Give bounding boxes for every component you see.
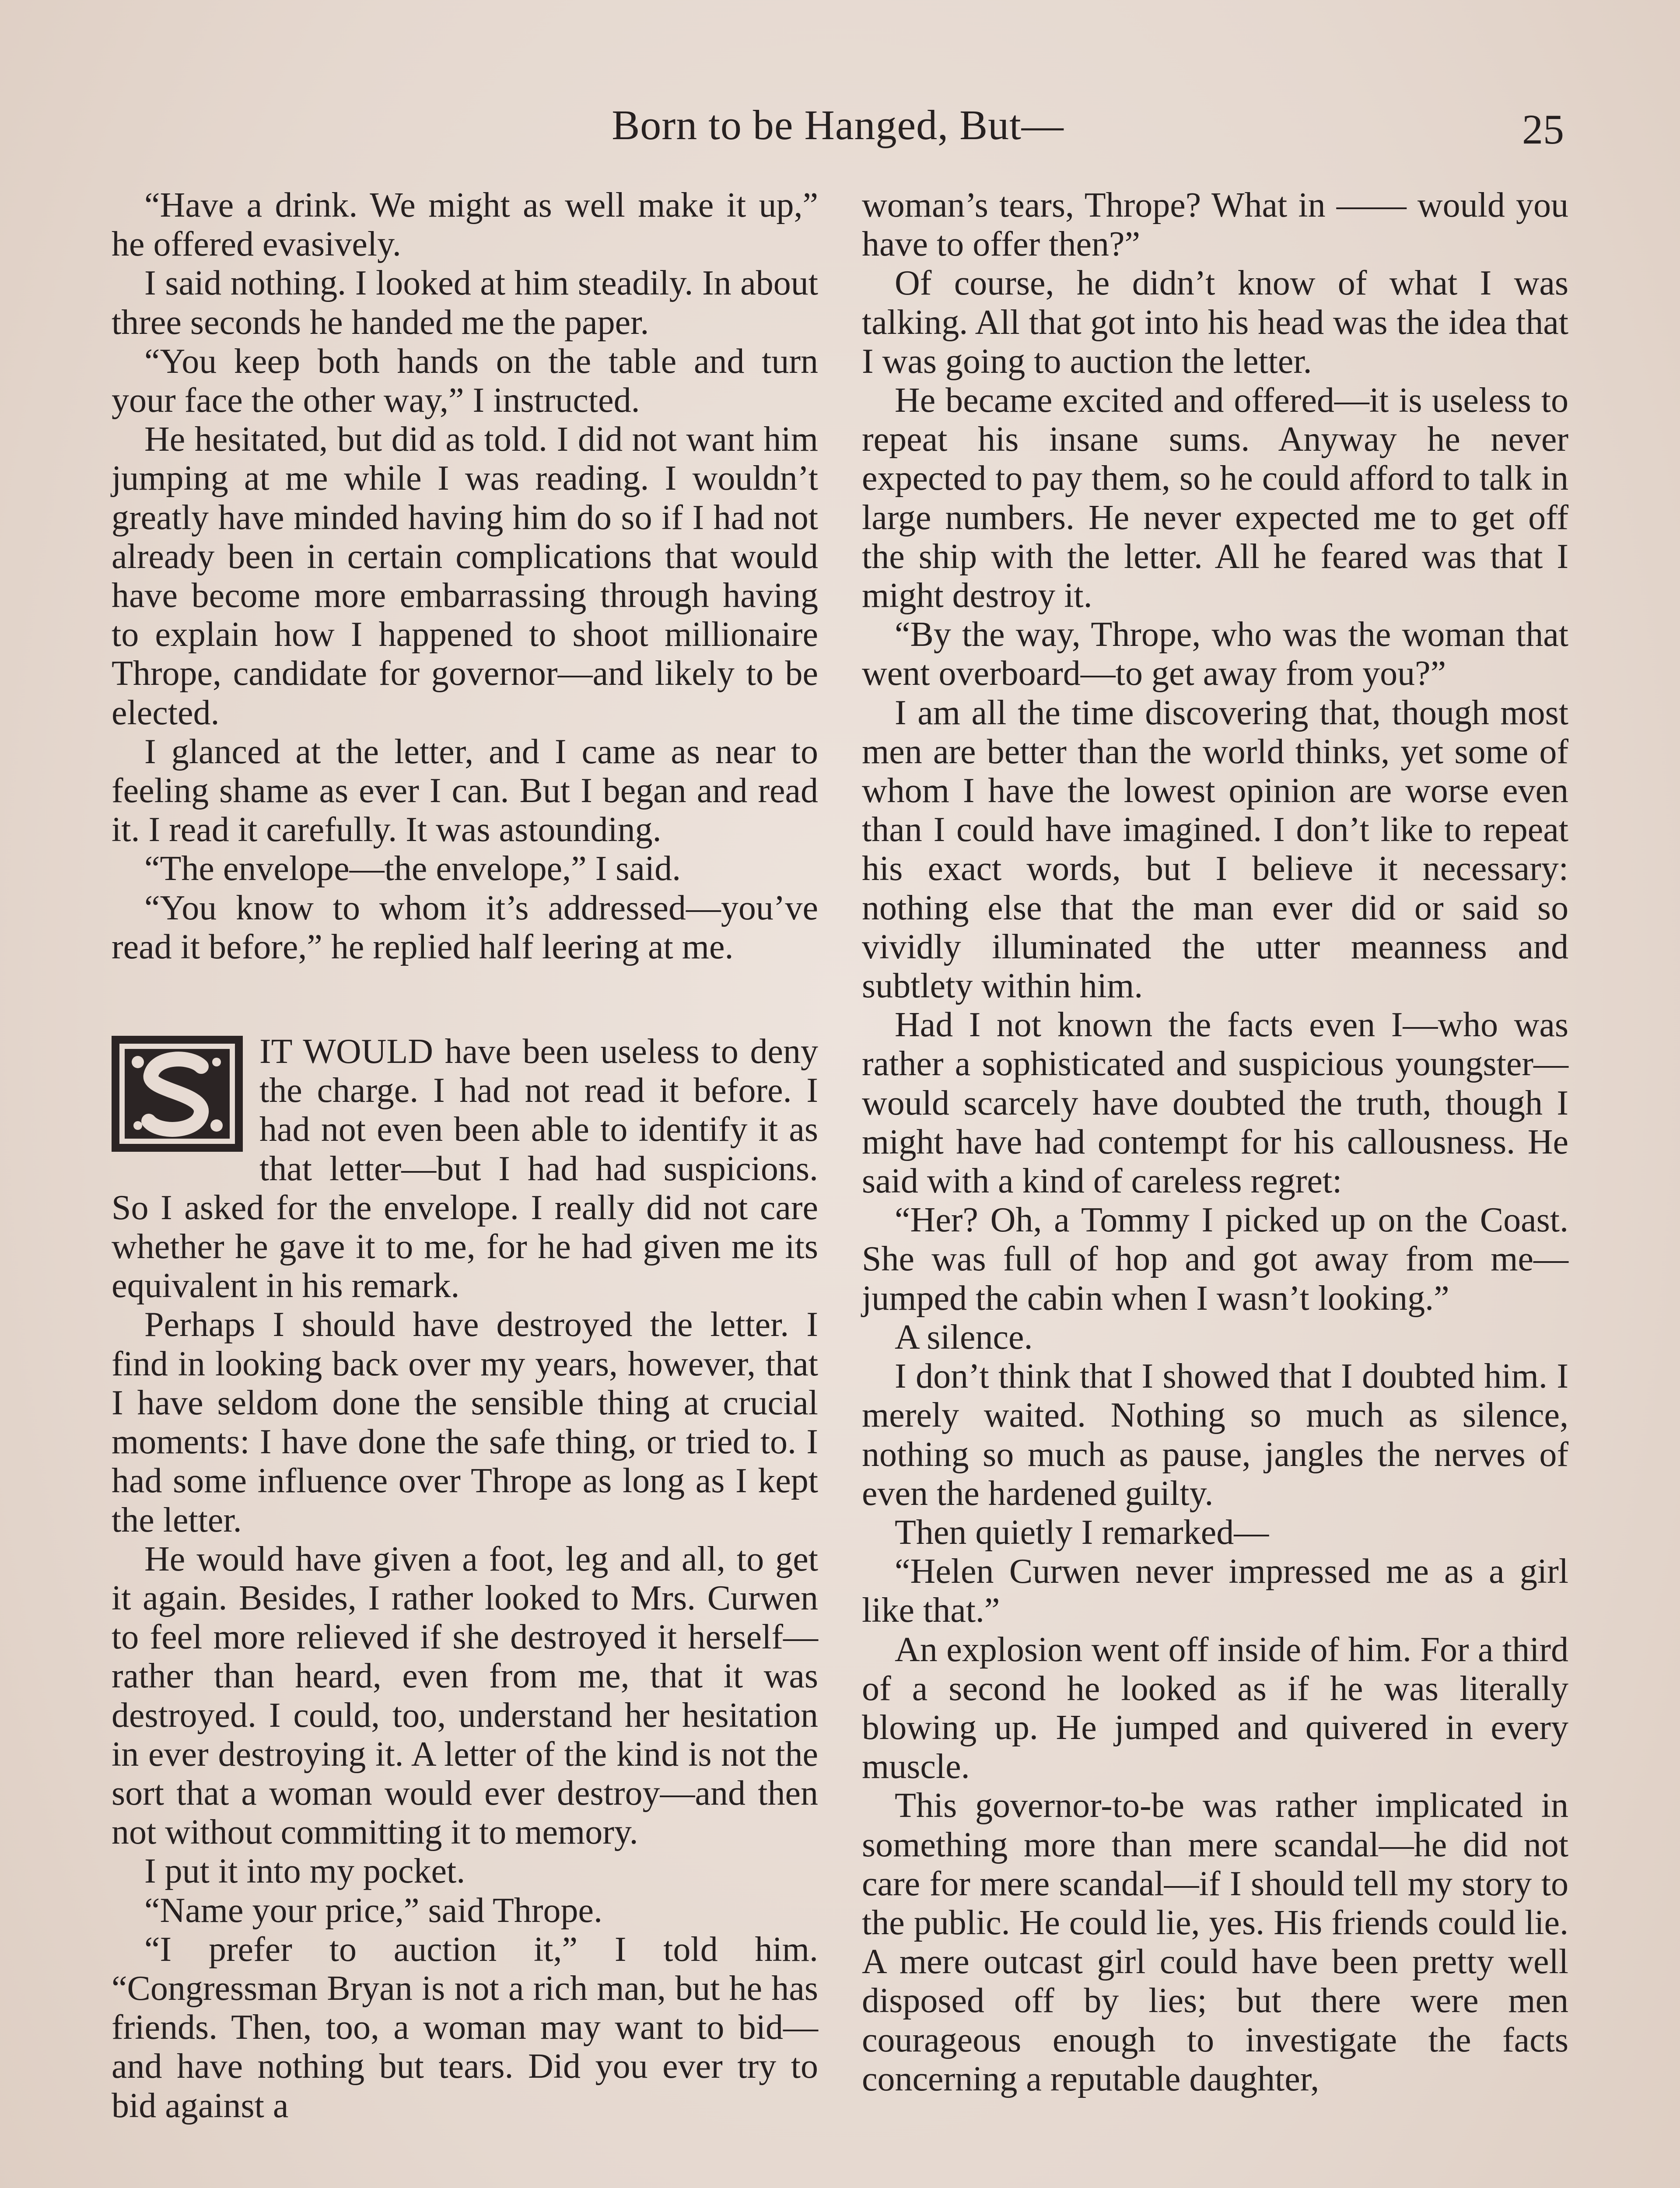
paragraph: “Her? Oh, a Tommy I picked up on the Coast. She was full of hop and got away from me—jumped the cabin when I wasn’t looking.” <box>862 1201 1568 1318</box>
paragraph: I am all the time discovering that, though most men are better than the world thinks, yet some of whom I have the lowest opinion are worse even than I could have imagined. I don’t like to repeat his exact words, but I believe it necessary: nothing else that the man ever did or said so vividly illuminated the utter meanness and subtlety within him. <box>862 693 1568 1006</box>
page-number: 25 <box>1522 106 1564 153</box>
paragraph: An explosion went off inside of him. For a third of a second he looked as if he was literally blowing up. He jumped and quivered in every muscle. <box>862 1630 1568 1786</box>
paragraph: He would have given a foot, leg and all, to get it again. Besides, I rather looked to Mrs. Curwen to feel more relieved if she destroyed it herself—rather than heard, even from me, that it was destroyed. I could, too, understand her hesitation in ever destroying it. A letter of the kind is not the sort that a woman would ever destroy—and then not without committing it to memory. <box>112 1539 818 1852</box>
paragraph: “Helen Curwen never impressed me as a girl like that.” <box>862 1552 1568 1630</box>
paragraph: I said nothing. I looked at him steadily. In about three seconds he handed me the paper. <box>112 264 818 342</box>
paragraph: “By the way, Thrope, who was the woman that went overboard—to get away from you?” <box>862 615 1568 693</box>
paragraph: This governor-to-be was rather implicated in something more than mere scandal—he did not care for mere scandal—if I should tell my story to the public. He could lie, yes. His friends could lie. A mere outcast girl could have been pretty well disposed off by lies; but there were men courageous enough to investigate the facts concerning a reputable daughter, <box>862 1786 1568 2098</box>
paragraph: “You know to whom it’s addressed—you’ve read it before,” he replied half leering at me. <box>112 888 818 966</box>
drop-cap-s-icon <box>112 1036 243 1152</box>
paragraph: Perhaps I should have destroyed the letter. I find in looking back over my years, however, that I have seldom done the sensible thing at crucial moments: I have done the safe thing, or tried to. I had some influence over Thrope as long as I kept the letter. <box>112 1305 818 1539</box>
paragraph: I don’t think that I showed that I doubted him. I merely waited. Nothing so much as silence, nothing so much as pause, jangles the nerves of even the hardened guilty. <box>862 1357 1568 1513</box>
paragraph: “Have a drink. We might as well make it up,” he offered evasively. <box>112 186 818 264</box>
section-opening-paragraph: IT WOULD have been useless to deny the charge. I had not read it before. I had not even been able to identify it as that letter—but I had had suspicions. So I asked for the envelope. I really did not care whether he gave it to me, for he had given me its equivalent in his remark. <box>112 1032 818 1305</box>
left-column <box>112 186 818 2188</box>
paragraph: “The envelope—the envelope,” I said. <box>144 849 681 888</box>
paragraph: He became excited and offered—it is useless to repeat his insane sums. Anyway he never expected to pay them, so he could afford to talk in large numbers. He never expected me to get off the ship with the letter. All he feared was that I might destroy it. <box>862 381 1568 615</box>
paragraph: I glanced at the letter, and I came as near to feeling shame as ever I can. But I began and read it. I read it carefully. It was astounding. <box>112 732 818 849</box>
drop-cap-ornament <box>112 1036 243 1152</box>
paragraph: He hesitated, but did as told. I did not want him jumping at me while I was reading. I wouldn’t greatly have minded having him do so if I had not already been in certain complications that would have become more embarrassing through having to explain how I happened to shoot millionaire Thrope, candidate for governor—and likely to be elected. <box>112 420 818 732</box>
paragraph: Had I not known the facts even I—who was rather a sophisticated and suspicious youngster—would scarcely have doubted the truth, though I might have had contempt for his callousness. He said with a kind of careless regret: <box>862 1006 1568 1201</box>
paragraph: “I prefer to auction it,” I told him. “Congressman Bryan is not a rich man, but he has friends. Then, too, a woman may want to bid—and have nothing but tears. Did you ever try to bid against a <box>112 1930 818 2125</box>
right-column <box>862 186 1568 2188</box>
paragraph: A silence. <box>895 1318 1033 1357</box>
paragraph: “You keep both hands on the table and turn your face the other way,” I instructed. <box>112 342 818 420</box>
paragraph: “Name your price,” said Thrope. <box>144 1891 602 1930</box>
section-break <box>112 967 818 1032</box>
continued-paragraph: woman’s tears, Thrope? What in —— would you have to offer then?” <box>862 186 1568 264</box>
running-title: Born to be Hanged, But— <box>612 102 1064 148</box>
page-header <box>112 88 1564 171</box>
paragraph: Then quietly I remarked— <box>895 1513 1269 1552</box>
paragraph: Of course, he didn’t know of what I was talking. All that got into his head was the idea that I was going to auction the letter. <box>862 264 1568 381</box>
paragraph: I put it into my pocket. <box>144 1852 466 1891</box>
